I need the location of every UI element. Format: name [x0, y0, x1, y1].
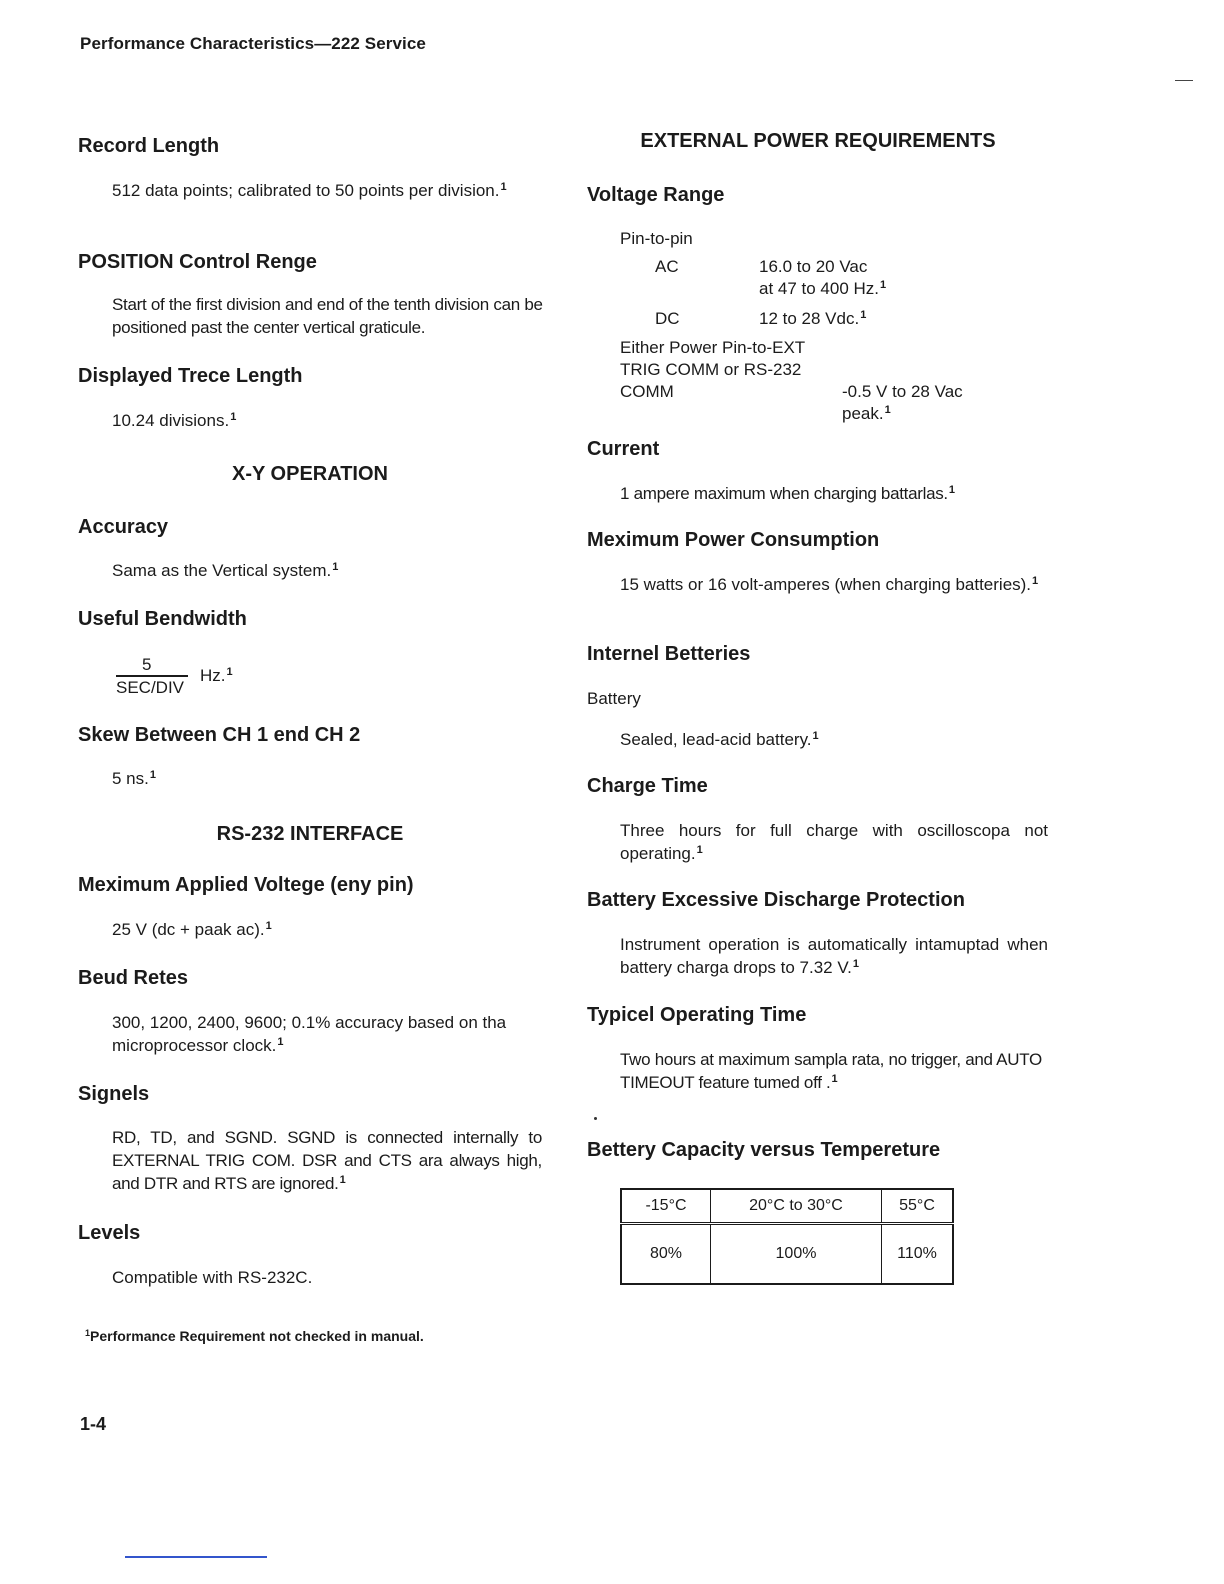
position-control-text: Start of the first division and end of the tenth division can be positioned past the center vertical graticule.	[112, 295, 543, 337]
battery-text: Sealed, lead-acid battery.$^1$	[620, 730, 819, 749]
heading-baud-rates: Beud Retes	[78, 967, 189, 989]
heading-position-control: POSITION Control Renge	[78, 251, 317, 273]
battery-sublabel: Battery	[587, 689, 641, 708]
heading-charge-time: Charge Time	[587, 775, 708, 797]
either-value-1: -0.5 V to 28 Vac	[842, 382, 963, 401]
fraction-numerator: 5	[142, 655, 152, 674]
table-cell: 100%	[711, 1224, 882, 1285]
footnote: $^1$Performance Requirement not checked in manual.	[85, 1328, 424, 1344]
current-text: 1 ampere maximum when charging battarlas.$^1$	[620, 484, 955, 503]
heading-signals: Signels	[78, 1083, 150, 1105]
ac-value-1: 16.0 to 20 Vac	[759, 257, 868, 276]
displayed-trace-text: 10.24 divisions.$^1$	[112, 411, 237, 430]
heading-internal-batteries: Internel Betteries	[587, 643, 751, 665]
heading-discharge-protection: Battery Excessive Discharge Protection	[587, 889, 965, 911]
heading-operating-time: Typicel Operating Time	[587, 1004, 807, 1026]
dc-label: DC	[655, 309, 680, 328]
signals-text: RD, TD, and SGND. SGND is connected internally to EXTERNAL TRIG COM. DSR and CTS ara always high, and DTR and RTS are ignored.$^1$	[112, 1128, 542, 1193]
discharge-protection-text: Instrument operation is automatically intamuptad when battery charga drops to 7.32 V.$^1$	[620, 935, 1048, 977]
section-rs232: RS-232 INTERFACE	[216, 823, 404, 845]
baud-rates-text: 300, 1200, 2400, 9600; 0.1% accuracy based on tha microprocessor clock.$^1$	[112, 1013, 507, 1055]
heading-record-length: Record Length	[78, 135, 220, 157]
heading-displayed-trace: Displayed Trece Length	[78, 365, 303, 387]
table-header-cell: 20°C to 30°C	[711, 1189, 882, 1224]
max-voltage-text: 25 V (dc + paak ac).$^1$	[112, 920, 272, 939]
running-header: Performance Characteristics—222 Service	[80, 34, 426, 53]
charge-time-text: Three hours for full charge with oscilloscopa not operating.$^1$	[620, 821, 1048, 863]
table-cell: 80%	[621, 1224, 711, 1285]
pin-to-pin-label: Pin-to-pin	[620, 229, 693, 248]
heading-accuracy: Accuracy	[78, 516, 169, 538]
section-xy-operation: X-Y OPERATION	[232, 463, 388, 485]
ac-value-2: at 47 to 400 Hz.$^1$	[759, 279, 887, 298]
capacity-table	[620, 1188, 954, 1285]
table-header-row	[621, 1189, 953, 1224]
section-external-power: EXTERNAL POWER REQUIREMENTS	[640, 130, 996, 152]
skew-text: 5 ns.$^1$	[112, 769, 156, 788]
dc-value: 12 to 28 Vdc.$^1$	[759, 309, 867, 328]
heading-voltage-range: Voltage Range	[587, 184, 725, 206]
link-underline	[125, 1556, 267, 1558]
ac-label: AC	[655, 257, 679, 276]
heading-useful-bandwidth: Useful Bendwidth	[78, 608, 247, 630]
fraction-denominator: SEC/DIV	[116, 678, 185, 697]
page-number: 1-4	[80, 1414, 107, 1434]
heading-current: Current	[587, 438, 660, 460]
heading-max-voltage: Meximum Applied Voltege (eny pin)	[78, 874, 414, 896]
table-header-cell: -15°C	[621, 1189, 711, 1224]
accuracy-text: Sama as the Vertical system.$^1$	[112, 561, 339, 580]
heading-levels: Levels	[78, 1222, 141, 1244]
fraction-unit: Hz.$^1$	[200, 666, 233, 685]
either-label-1: Either Power Pin-to-EXT	[620, 338, 806, 357]
table-row	[621, 1224, 953, 1285]
heading-skew: Skew Between CH 1 end CH 2	[78, 724, 361, 746]
either-value-2: peak.$^1$	[842, 404, 891, 423]
stray-mark	[594, 1117, 597, 1120]
margin-mark	[1175, 80, 1193, 81]
heading-battery-capacity: Bettery Capacity versus Tempereture	[587, 1139, 941, 1161]
table-header-cell: 55°C	[882, 1189, 954, 1224]
either-label-3: COMM	[620, 382, 674, 401]
levels-text: Compatible with RS-232C.	[112, 1268, 313, 1287]
table-cell: 110%	[882, 1224, 954, 1285]
fraction-bar	[116, 675, 188, 677]
max-power-text: 15 watts or 16 volt-amperes (when charging batteries).$^1$	[620, 575, 1039, 594]
operating-time-text: Two hours at maximum sampla rata, no trigger, and AUTO TIMEOUT feature tumed off .$^1$	[620, 1050, 1042, 1092]
record-length-text: 512 data points; calibrated to 50 points per division.$^1$	[112, 181, 507, 200]
heading-max-power: Meximum Power Consumption	[587, 529, 880, 551]
either-label-2: TRIG COMM or RS-232	[620, 360, 802, 379]
